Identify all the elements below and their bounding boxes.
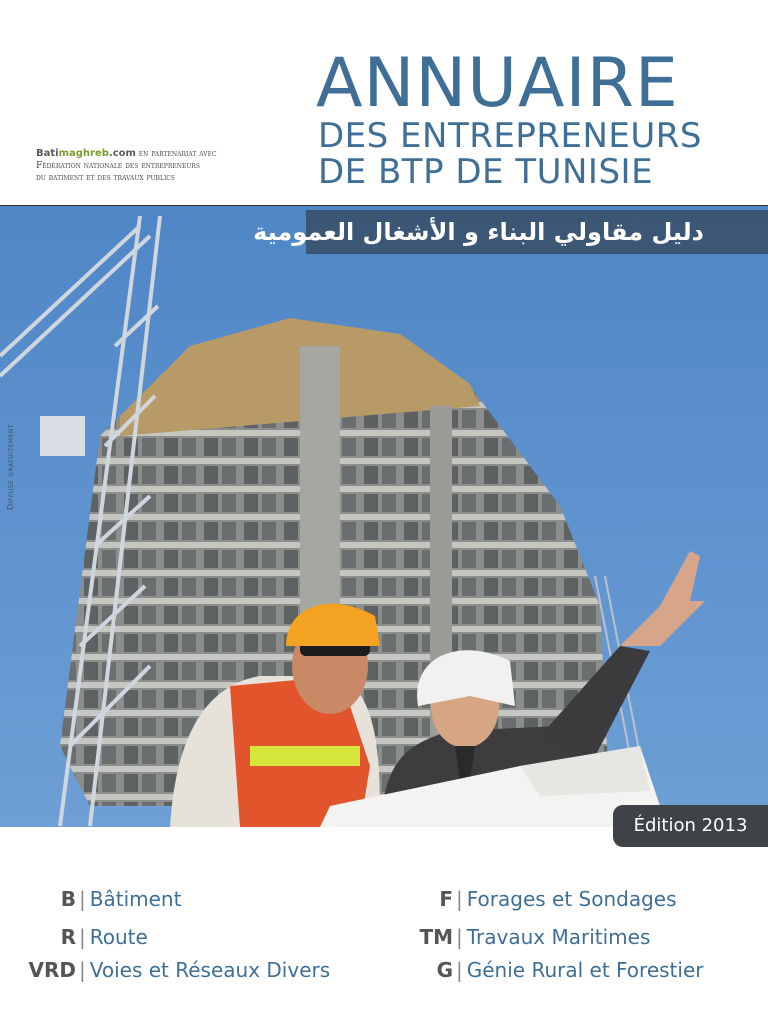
cover-title: ANNUAIRE (316, 44, 679, 123)
arabic-title-band: دليل مقاولي البناء و الأشغال العمومية (306, 210, 768, 254)
category-code: B (60, 887, 76, 911)
category-label: Travaux Maritimes (466, 925, 651, 949)
brand-logo-text: Batimaghreb.com (36, 148, 136, 159)
category-label: Génie Rural et Forestier (466, 958, 704, 982)
crane-cab (40, 416, 85, 456)
partner-line1: Batimaghreb.com en partenariat avec (36, 148, 217, 159)
category-code: F (439, 887, 453, 911)
category-code: G (436, 958, 453, 982)
construction-site-illustration (0, 206, 768, 827)
partner-line3: du batiment et des travaux publics (36, 173, 176, 183)
partner-line2: Fédération nationale des entrepreneurs (36, 161, 201, 171)
category-vrd: VRD | Voies et Réseaux Divers (0, 955, 330, 985)
partner-note (36, 148, 256, 184)
category-travaux-maritimes: TM | Travaux Maritimes (0, 922, 650, 952)
category-label: Route (89, 925, 148, 949)
category-batiment: B | Bâtiment (0, 884, 181, 914)
category-code: R (60, 925, 76, 949)
category-code: VRD (28, 958, 76, 982)
edition-badge: Édition 2013 (613, 805, 768, 847)
category-label: Forages et Sondages (466, 887, 677, 911)
cover-photo (0, 205, 768, 827)
cover-subtitle-line1: DES ENTREPRENEURS (318, 116, 702, 156)
category-label: Bâtiment (89, 887, 182, 911)
category-route: R | Route (0, 922, 148, 952)
category-genie-rural: G | Génie Rural et Forestier (0, 955, 703, 985)
category-forages: F | Forages et Sondages (0, 884, 677, 914)
cover-subtitle-line2: DE BTP DE TUNISIE (318, 152, 654, 192)
free-distribution-note: Diffusé gratuitement (6, 424, 15, 510)
category-code: TM (419, 925, 453, 949)
category-label: Voies et Réseaux Divers (89, 958, 331, 982)
